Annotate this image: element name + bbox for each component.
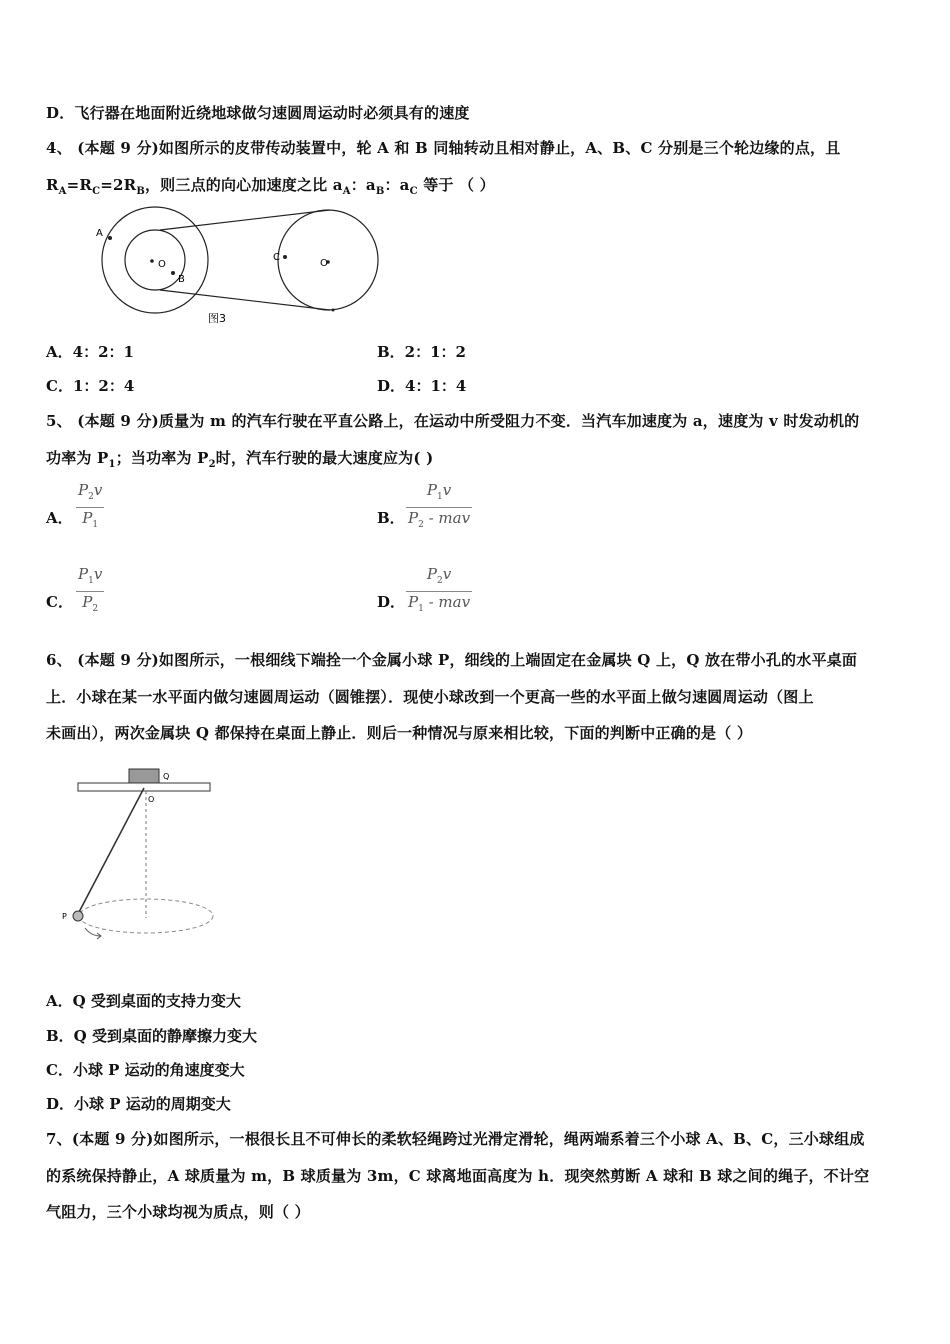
q5-option-b-label: B． [377, 509, 405, 527]
label-a: A [96, 228, 103, 239]
q4-stem-line2: $R_A=R_C=2R_B$，则三点的向心加速度之比 $a_A$：$a_B$：$a_C$ 等于 （ ） [46, 176, 495, 197]
q4-option-c: C．1：2：4 [46, 377, 135, 395]
q7-stem-line1: 7、(本题 9 分)如图所示，一根很长且不可伸长的柔软轻绳跨过光滑定滑轮，绳两端系着三个小球 A、B、C，三小球组成 [46, 1130, 865, 1148]
label-o2: O [320, 258, 328, 269]
q7-stem-line3: 气阻力，三个小球均视为质点，则（ ） [46, 1203, 310, 1221]
q5-option-c-fraction: $\frac{P_1v}{P_2}$ [78, 565, 103, 614]
label-q: Q [163, 772, 170, 781]
string [78, 788, 144, 914]
wheel-b [125, 230, 185, 290]
q5-option-a-label: A． [46, 509, 73, 527]
belt-top [160, 210, 330, 230]
q6-option-b: B．Q 受到桌面的静摩擦力变大 [46, 1027, 257, 1045]
q5-stem-line2: 功率为 $P_1$；当功率为 $P_2$时，汽车行驶的最大速度应为( ) [46, 449, 434, 470]
label-p: P [62, 912, 67, 921]
q7-stem-line2: 的系统保持静止，A 球质量为 m，B 球质量为 3m，C 球离地面高度为 h．现突然剪断 A 球和 B 球之间的绳子，不计空 [46, 1167, 870, 1185]
metal-block-q [129, 769, 159, 783]
q6-stem-line1: 6、 (本题 9 分)如图所示，一根细线下端拴一个金属小球 P，细线的上端固定在金属块 Q 上，Q 放在带小孔的水平桌面 [46, 651, 858, 669]
q4-stem-line1: 4、 (本题 9 分)如图所示的皮带传动装置中，轮 A 和 B 同轴转动且相对静止，A、B、C 分别是三个轮边缘的点，且 [46, 139, 841, 157]
point-b [171, 271, 175, 275]
q6-stem-line2: 上．小球在某一水平面内做匀速圆周运动（圆锥摆）．现使小球改到一个更高一些的水平面上做匀速圆周运动（图上 [46, 688, 814, 706]
q4-option-d: D．4：1：4 [377, 377, 467, 395]
ball-p [73, 911, 83, 921]
q4-option-a: A．4：2：1 [46, 343, 134, 361]
q5-option-d-label: D． [377, 593, 406, 611]
point-a [108, 236, 112, 240]
q5-option-d-fraction: $P_2v$ $P_1$ - mav [408, 565, 471, 614]
label-o1: O [158, 259, 166, 270]
q6-option-c: C．小球 P 运动的角速度变大 [46, 1061, 245, 1079]
q6-option-a: A．Q 受到桌面的支持力变大 [46, 992, 241, 1010]
label-c: C [273, 252, 280, 263]
center-o1 [150, 259, 154, 263]
belt-tangent-bottom [332, 309, 335, 312]
tabletop [78, 783, 210, 791]
q6-stem-line3: 未画出），两次金属块 Q 都保持在桌面上静止．则后一种情况与原来相比较，下面的判断中正确的是（ ） [46, 724, 753, 742]
q4-option-b: B．2：1：2 [377, 343, 466, 361]
q5-option-b-fraction: $P_1v$ $P_2$ - mav [408, 481, 471, 530]
q6-option-d: D．小球 P 运动的周期变大 [46, 1095, 231, 1113]
conical-pendulum-figure [55, 760, 225, 945]
q3-option-d: D．飞行器在地面附近绕地球做匀速圆周运动时必须具有的速度 [46, 104, 470, 122]
wheel-a [102, 207, 208, 313]
q5-option-c-label: C． [46, 593, 73, 611]
label-b: B [178, 274, 185, 285]
belt-drive-figure [90, 200, 390, 330]
figure-caption: 图3 [208, 312, 226, 325]
belt-bottom [160, 290, 330, 310]
wheel-c [278, 210, 378, 310]
orbit-path [79, 899, 213, 933]
q5-option-a-fraction: $\frac{P_2v}{P_1}$ [78, 481, 103, 530]
q5-stem-line1: 5、 (本题 9 分)质量为 m 的汽车行驶在平直公路上，在运动中所受阻力不变．当汽车加速度为 a，速度为 v 时发动机的 [46, 412, 860, 430]
label-o: O [148, 795, 155, 804]
point-c [283, 255, 287, 259]
